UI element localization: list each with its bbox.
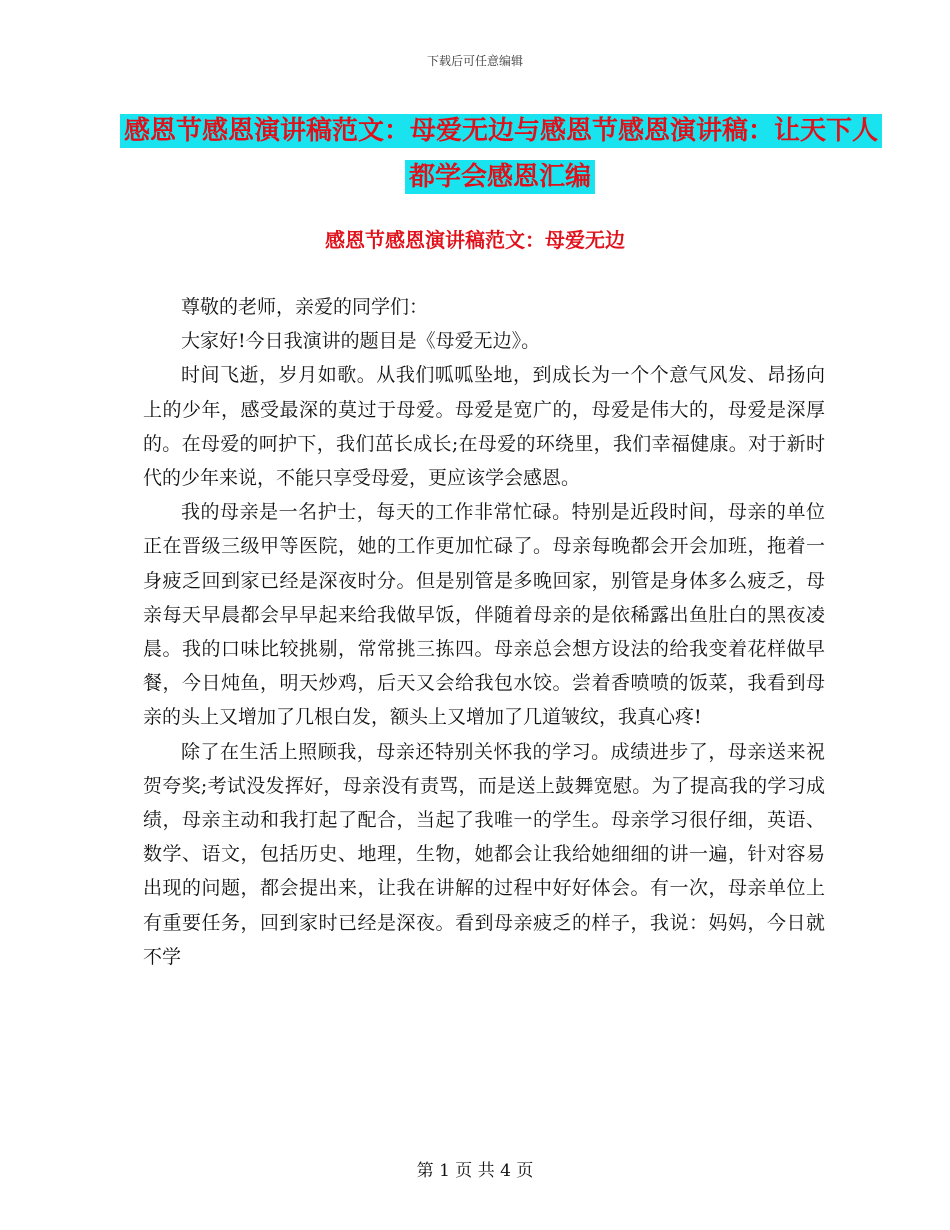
section-title: 感恩节感恩演讲稿范文：母爱无边 xyxy=(325,228,625,252)
document-title xyxy=(120,108,880,200)
paragraph-greeting: 大家好!今日我演讲的题目是《母爱无边》。 xyxy=(181,330,541,353)
document-title-text: 感恩节感恩演讲稿范文：母爱无边与感恩节感恩演讲稿：让天下人都学会感恩汇编 xyxy=(120,114,882,194)
paragraph-salutation: 尊敬的老师，亲爱的同学们： xyxy=(181,296,429,318)
document-body xyxy=(143,290,825,974)
paragraph: 除了在生活上照顾我，母亲还特别关怀我的学习。成绩进步了，母亲送来祝贺夸奖;考试没发挥好，母亲没有责骂，而是送上鼓舞宽慰。为了提高我的学习成绩，母亲主动和我打起了配合，当起了我唯一的学生。母亲学习很仔细，英语、数学、语文，包括历史、地理，生物，她都会让我给她细细的讲一遍，针对容易出现的问题，都会提出来，让我在讲解的过程中好好体会。有一次，母亲单位上有重要任务，回到家时已经是深夜。看到母亲疲乏的样子，我说：妈妈，今日就不学 xyxy=(143,740,825,968)
header-note: 下载后可任意编辑 xyxy=(426,54,523,68)
paragraph: 我的母亲是一名护士，每天的工作非常忙碌。特别是近段时间，母亲的单位正在晋级三级甲等医院，她的工作更加忙碌了。母亲每晚都会开会加班，拖着一身疲乏回到家已经是深夜时分。但是别管是多晚回家，别管是身体多么疲乏，母亲每天早晨都会早早起来给我做早饭，伴随着母亲的是依稀露出鱼肚白的黑夜凌晨。我的口味比较挑剔，常常挑三拣四。母亲总会想方设法的给我变着花样做早餐，今日炖鱼，明天炒鸡，后天又会给我包水饺。尝着香喷喷的饭菜，我看到母亲的头上又增加了几根白发，额头上又增加了几道皱纹，我真心疼! xyxy=(143,501,825,729)
page-footer: 第 1 页 共 4 页 xyxy=(416,1161,534,1181)
paragraph: 时间飞逝，岁月如歌。从我们呱呱坠地，到成长为一个个意气风发、昂扬向上的少年，感受最深的莫过于母爱。母爱是宽广的，母爱是伟大的，母爱是深厚的。在母爱的呵护下，我们茁长成长;在母爱的环绕里，我们幸福健康。对于新时代的少年来说，不能只享受母爱，更应该学会感恩。 xyxy=(143,364,825,490)
